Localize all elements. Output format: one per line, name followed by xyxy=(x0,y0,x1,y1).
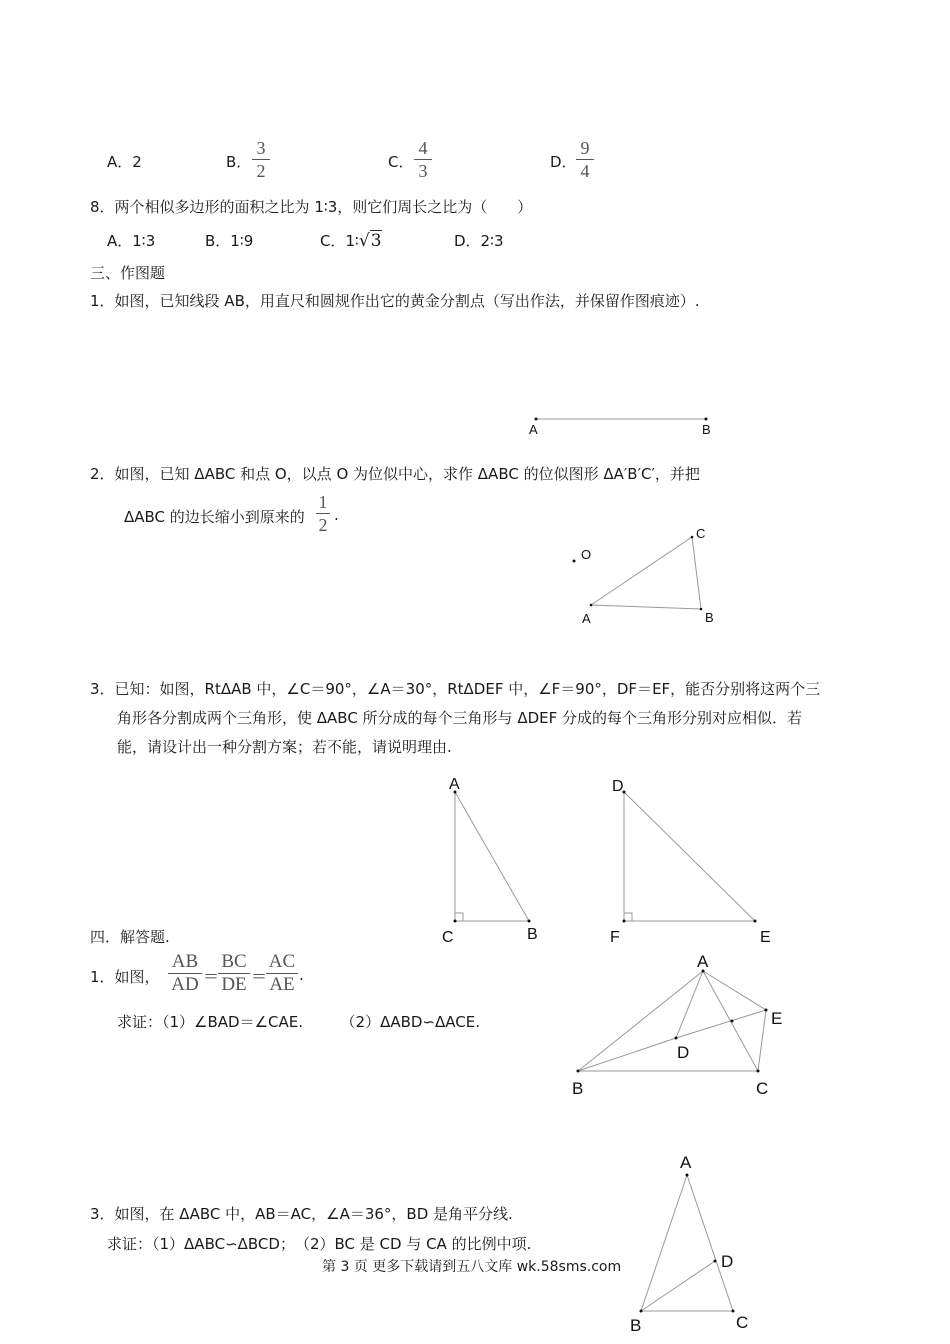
s4-eq-2: ＝ xyxy=(251,967,268,986)
section4-title: 四．解答题. xyxy=(90,928,170,946)
s4-problem1-end: . xyxy=(299,966,304,984)
tri1-label-a: A xyxy=(449,776,460,793)
s4-eq-1: ＝ xyxy=(203,967,220,986)
s3-problem1-text: 1．如图，已知线段 AB，用直尺和圆规作出它的黄金分割点（写出作法，并保留作图痕迹）. xyxy=(90,292,700,310)
tri2-label-d: D xyxy=(612,778,624,795)
iso-label-d: D xyxy=(721,1252,734,1271)
sim-label-a: A xyxy=(697,952,709,971)
tri1-label-b: B xyxy=(527,926,538,943)
s3-problem3-line3: 能，请设计出一种分割方案；若不能，请说明理由. xyxy=(117,738,452,756)
q7-option-b-fraction: 3 2 xyxy=(252,138,270,181)
page-footer: 第 3 页 更多下载请到五八文库 wk.58sms.com xyxy=(322,1259,622,1275)
iso-label-b: B xyxy=(630,1316,642,1335)
tri2-label-e: E xyxy=(760,929,771,946)
q8-option-c: C．1∶√3 xyxy=(320,231,382,251)
section3-title: 三、作图题 xyxy=(90,264,166,282)
hom-label-o: O xyxy=(581,547,592,562)
sim-label-d: D xyxy=(677,1043,690,1062)
tri2-label-f: F xyxy=(610,929,620,946)
s4-problem3-proof: 求证：（1）ΔABC∽ΔBCD； （2）BC 是 CD 与 CA 的比例中项. xyxy=(107,1235,532,1253)
s3-problem2-fraction: 1 2 xyxy=(316,492,330,535)
seg-label-b: B xyxy=(702,422,711,437)
q7-option-a: A．2 xyxy=(107,153,142,171)
sim-label-b: B xyxy=(572,1079,584,1098)
s4-problem1-proof: 求证：（1）∠BAD＝∠CAE. （2）ΔABD∽ΔACE. xyxy=(117,1013,480,1031)
s3-problem2-line1: 2．如图，已知 ΔABC 和点 O，以点 O 为位似中心，求作 ΔABC 的位似图形 ΔA′B′C′，并把 xyxy=(90,465,700,483)
tri1-label-c: C xyxy=(442,929,454,946)
sqrt-symbol: √ xyxy=(358,231,370,251)
sim-label-c: C xyxy=(756,1079,769,1098)
s4-ratio-ab-ad: AB AD xyxy=(168,952,202,995)
q8-option-d: D．2∶3 xyxy=(454,232,504,250)
s4-problem1-prefix: 1．如图， xyxy=(90,968,160,986)
q7-option-c: C． xyxy=(388,153,414,171)
sim-label-e: E xyxy=(771,1009,783,1028)
s3-problem3-line2: 角形各分割成两个三角形，使 ΔABC 所分成的每个三角形与 ΔDEF 分成的每个三角形分别对应相似．若 xyxy=(117,709,803,727)
iso-label-c: C xyxy=(736,1313,749,1332)
s4-ratio-bc-de: BC DE xyxy=(218,952,250,995)
q8-option-a: A．1∶3 xyxy=(107,232,156,250)
seg-label-a: A xyxy=(529,422,538,437)
s4-problem3-stem: 3．如图，在 ΔABC 中，AB＝AC，∠A＝36°，BD 是角平分线. xyxy=(90,1205,513,1223)
q7-option-d: D． xyxy=(550,153,577,171)
q7-option-b: B． xyxy=(226,153,252,171)
q7-option-c-fraction: 4 3 xyxy=(414,138,432,181)
hom-label-b: B xyxy=(705,610,714,625)
hom-label-a: A xyxy=(582,611,591,626)
q8-option-b: B．1∶9 xyxy=(205,232,254,250)
hom-label-c: C xyxy=(696,526,706,541)
s3-problem3-line1: 3．已知：如图，RtΔAB 中，∠C＝90°，∠A＝30°，RtΔDEF 中，∠F＝90°，DF＝EF，能否分别将这两个三 xyxy=(90,680,821,698)
s3-problem2-line2: ΔABC 的边长缩小到原来的 xyxy=(124,508,305,526)
iso-label-a: A xyxy=(680,1153,692,1172)
q8-stem: 8．两个相似多边形的面积之比为 1∶3，则它们周长之比为（ ） xyxy=(90,198,533,216)
q7-option-d-fraction: 9 4 xyxy=(576,138,594,181)
s4-ratio-ac-ae: AC AE xyxy=(266,952,298,995)
s3-problem2-end: . xyxy=(334,506,339,524)
